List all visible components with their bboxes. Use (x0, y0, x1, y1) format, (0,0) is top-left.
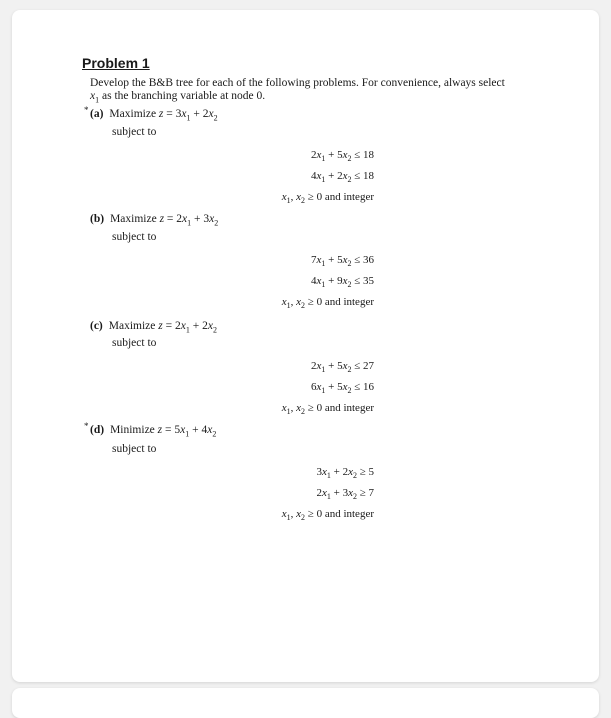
document-page (12, 10, 599, 682)
intro-line-2: $x_1$ as the branching variable at node 0. (90, 90, 266, 105)
problem-d-subject-to: subject to (112, 443, 157, 455)
constraint: $2x_1 + 5x_2 \le 18$ (310, 149, 374, 164)
problem-b-objective: (b) Maximize $z = 2x_1 + 3x_2$ (90, 213, 219, 228)
nonneg-constraint: $x_1$, $x_2 \ge 0$ and integer (281, 191, 374, 206)
nonneg-constraint: $x_1$, $x_2 \ge 0$ and integer (281, 402, 374, 417)
intro-line-1: Develop the B&B tree for each of the following problems. For convenience, always select (90, 77, 505, 89)
intro-text (90, 77, 560, 106)
problem-c-subject-to: subject to (112, 337, 157, 349)
page-title: Problem 1 (82, 55, 150, 71)
problem-d-constraints (252, 462, 374, 525)
nonneg-constraint: $x_1$, $x_2 \ge 0$ and integer (281, 508, 374, 523)
nonneg-constraint: $x_1$, $x_2 \ge 0$ and integer (281, 296, 374, 311)
problem-a-subject-to: subject to (112, 126, 157, 138)
problem-c-constraints (252, 356, 374, 419)
problem-d-objective: * (d) Minimize $z = 5x_1 + 4x_2$ (84, 421, 217, 439)
constraint: $6x_1 + 5x_2 \le 16$ (310, 381, 374, 396)
next-page-edge (12, 688, 599, 718)
problem-b-subject-to: subject to (112, 231, 157, 243)
problem-b-constraints (252, 250, 374, 313)
constraint: $3x_1 + 2x_2 \ge 5$ (316, 466, 374, 481)
problem-a-constraints (252, 145, 374, 208)
problem-c-objective: (c) Maximize $z = 2x_1 + 2x_2$ (90, 320, 217, 335)
constraint: $2x_1 + 3x_2 \ge 7$ (316, 487, 374, 502)
constraint: $4x_1 + 9x_2 \le 35$ (310, 275, 374, 290)
problem-a-objective: * (a) Maximize $z = 3x_1 + 2x_2$ (84, 105, 218, 123)
constraint: $2x_1 + 5x_2 \le 27$ (310, 360, 374, 375)
constraint: $4x_1 + 2x_2 \le 18$ (310, 170, 374, 185)
constraint: $7x_1 + 5x_2 \le 36$ (310, 254, 374, 269)
